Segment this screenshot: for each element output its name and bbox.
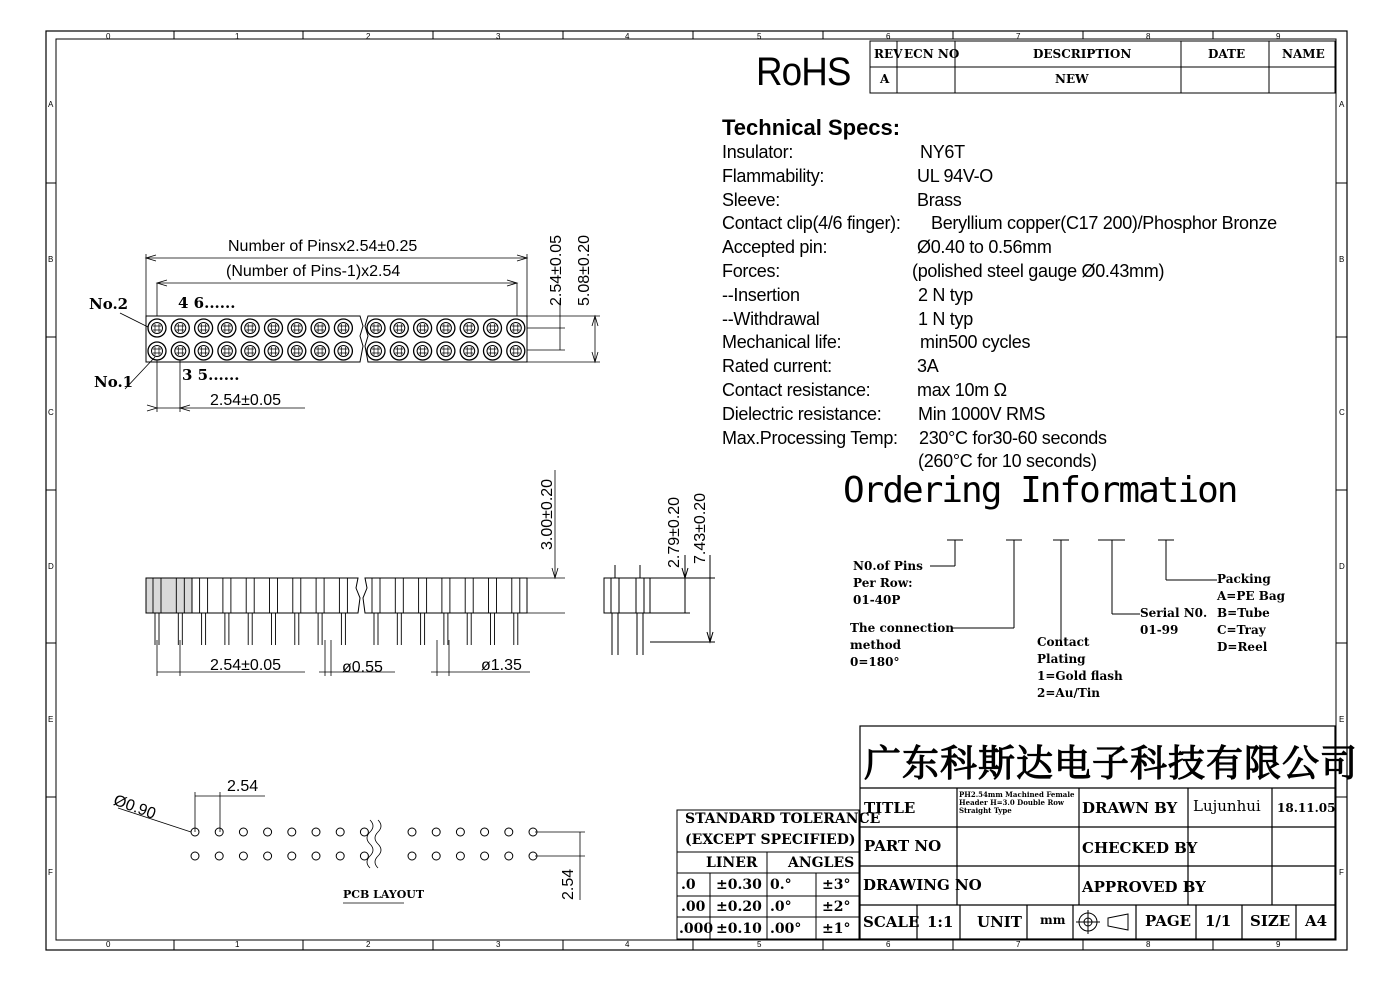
contact-finger	[176, 347, 184, 355]
contact-outer	[484, 342, 502, 360]
ordering-connection-line: 0=180°	[850, 655, 900, 669]
contact-inner	[464, 323, 475, 334]
title-label: TITLE	[864, 799, 916, 817]
pcb-hole	[408, 852, 416, 860]
scale-value: 1:1	[927, 913, 954, 931]
contact-outer	[334, 319, 352, 337]
side-pin-sleeve	[339, 578, 347, 613]
page-label: PAGE	[1145, 912, 1192, 930]
pcb-hole	[312, 828, 320, 836]
side-pin-sleeve	[270, 578, 278, 613]
contact-finger	[200, 347, 208, 355]
contact-outer	[507, 342, 525, 360]
spec-label: Rated current:	[722, 356, 832, 377]
dim-row-pitch: 2.54±0.05	[210, 392, 282, 409]
tol-row-3-angle: .00°	[770, 921, 802, 937]
contact-inner	[245, 323, 256, 334]
tol-row-1-angle: 0.°	[770, 877, 792, 893]
grid-row-label: E	[1339, 715, 1345, 724]
dim-pitch-length: (Number of Pins-1)x2.54	[226, 263, 401, 280]
contact-outer	[241, 319, 259, 337]
grid-column-label: 6	[886, 32, 891, 41]
contact-inner	[291, 346, 302, 357]
pcb-hole	[432, 828, 440, 836]
contact-outer	[437, 319, 455, 337]
spec-value: min500 cycles	[920, 332, 1031, 353]
contact-outer	[311, 319, 329, 337]
ordering-serial	[1140, 605, 1207, 639]
contact-outer	[437, 342, 455, 360]
ordering-plating-line: Plating	[1037, 652, 1086, 666]
grid-row-label: C	[1339, 408, 1345, 417]
side-view-dimensions	[157, 470, 565, 676]
grid-row-label: D	[1339, 562, 1345, 571]
contact-inner	[152, 323, 163, 334]
contact-outer	[390, 342, 408, 360]
contact-inner	[487, 323, 498, 334]
contact-inner	[221, 346, 232, 357]
contact-inner	[394, 346, 405, 357]
contact-finger	[419, 347, 427, 355]
spec-value: 3A	[917, 356, 939, 377]
pcb-hole	[288, 828, 296, 836]
dim-total-length: Number of Pinsx2.54±0.25	[228, 238, 418, 255]
ordering-packing-line: C=Tray	[1217, 623, 1266, 637]
spec-label: Dielectric resistance:	[722, 403, 882, 424]
drawing-no-label: DRAWING NO	[863, 876, 982, 894]
odd-pins-label: 3 5......	[182, 366, 240, 384]
grid-column-label: 1	[235, 32, 240, 41]
contact-finger	[512, 324, 520, 332]
contact-finger	[293, 324, 301, 332]
grid-column-label: 4	[625, 32, 630, 41]
contact-inner	[510, 346, 521, 357]
grid-column-label: 7	[1016, 940, 1021, 949]
grid-row-label: A	[1339, 100, 1345, 109]
contact-finger	[442, 324, 450, 332]
contact-outer	[218, 342, 236, 360]
contact-finger	[442, 347, 450, 355]
drawn-date: 18.11.05	[1277, 801, 1336, 815]
contact-outer	[334, 342, 352, 360]
grid-column-label: 3	[496, 32, 501, 41]
side-pin-sleeve	[395, 578, 403, 613]
contact-finger	[372, 347, 380, 355]
grid-column-label: 0	[106, 940, 111, 949]
contact-outer	[311, 342, 329, 360]
contact-finger	[176, 324, 184, 332]
pcb-hole	[505, 828, 513, 836]
ordering-pins	[853, 558, 923, 609]
pcb-hole	[456, 828, 464, 836]
contact-outer	[390, 319, 408, 337]
spec-value: Min 1000V RMS	[918, 403, 1046, 424]
spec-label: Contact resistance:	[722, 380, 871, 400]
contact-inner	[510, 323, 521, 334]
approved-by-label: APPROVED BY	[1082, 878, 1206, 896]
contact-finger	[489, 324, 497, 332]
end-view	[604, 555, 715, 655]
ordering-packing	[1217, 571, 1285, 656]
dim-row-height: 2.54±0.05	[548, 234, 565, 306]
contact-outer	[171, 342, 189, 360]
pcb-hole	[481, 828, 489, 836]
side-pin-sleeve	[372, 578, 380, 613]
contact-outer	[507, 319, 525, 337]
tol-row-2-angle: .0°	[770, 899, 792, 915]
spec-label: Flammability:	[722, 165, 825, 186]
side-pin-sleeve	[512, 578, 520, 613]
pcb-hole	[505, 852, 513, 860]
pcb-hole	[264, 852, 272, 860]
specs-title: Technical Specs:	[722, 115, 901, 140]
spec-label: --Withdrawal	[722, 308, 820, 329]
contact-inner	[394, 323, 405, 334]
spec-label: Accepted pin:	[722, 237, 828, 258]
contact-outer	[414, 319, 432, 337]
contact-finger	[465, 347, 473, 355]
contact-outer	[241, 342, 259, 360]
side-pin-sleeve	[293, 578, 301, 613]
top-view-contacts	[148, 319, 525, 360]
ordering-connection-line: method	[850, 638, 901, 652]
pcb-hole	[239, 828, 247, 836]
ordering-connection-line: The connection	[850, 621, 954, 635]
contact-inner	[487, 346, 498, 357]
ordering-plating-line: 1=Gold flash	[1037, 669, 1123, 683]
contact-outer	[288, 319, 306, 337]
projection-symbol	[1076, 910, 1128, 934]
pcb-hole	[215, 852, 223, 860]
contact-finger	[395, 324, 403, 332]
title-value: PH2.54mm Machined Female Header H=3.0 Double Row Straight Type	[959, 790, 1075, 815]
side-view	[146, 578, 527, 613]
even-pins-label: 4 6......	[178, 294, 236, 312]
dim-end-height-1: 2.79±0.20	[666, 496, 683, 568]
pcb-hole	[408, 828, 416, 836]
dim-pin-diameter: ø0.55	[342, 659, 383, 676]
dim-body-diameter: ø1.35	[481, 657, 522, 674]
ordering-plating-line: 2=Au/Tin	[1037, 686, 1101, 700]
drawn-by-label: DRAWN BY	[1082, 799, 1178, 817]
contact-finger	[153, 324, 161, 332]
dim-pcb-row: 2.54	[560, 868, 577, 900]
ordering-packing-line: A=PE Bag	[1217, 589, 1286, 603]
contact-finger	[223, 347, 231, 355]
spec-value: (polished steel gauge Ø0.43mm)	[912, 261, 1165, 281]
ordering-title: Ordering Information	[843, 470, 1237, 511]
contact-outer	[288, 342, 306, 360]
dim-end-height-2: 7.43±0.20	[692, 492, 709, 564]
pcb-hole	[312, 852, 320, 860]
spec-value: NY6T	[920, 142, 965, 162]
contact-finger	[316, 324, 324, 332]
size-label: SIZE	[1250, 912, 1291, 930]
contact-inner	[175, 323, 186, 334]
contact-finger	[246, 324, 254, 332]
contact-finger	[395, 347, 403, 355]
contact-outer	[148, 319, 166, 337]
tol-row-2-place: .00	[681, 899, 706, 915]
rev-value: A	[880, 72, 890, 86]
contact-inner	[338, 323, 349, 334]
contact-finger	[200, 324, 208, 332]
spec-label: Sleeve:	[722, 189, 780, 210]
date-header: DATE	[1208, 47, 1246, 61]
side-pin-sleeve	[442, 578, 450, 613]
dim-side-height: 3.00±0.20	[539, 478, 556, 550]
dim-side-pitch: 2.54±0.05	[210, 657, 282, 674]
pcb-hole	[360, 852, 368, 860]
grid-column-label: 9	[1276, 32, 1281, 41]
contact-outer	[148, 342, 166, 360]
contact-outer	[195, 342, 213, 360]
spec-value: Ø0.40 to 0.56mm	[917, 237, 1052, 258]
spec-label: Contact clip(4/6 finger):	[722, 213, 901, 234]
pcb-layout-label: PCB LAYOUT	[343, 888, 425, 901]
tol-row-3-value: ±0.10	[716, 921, 762, 937]
contact-finger	[270, 347, 278, 355]
contact-inner	[315, 323, 326, 334]
side-pin-sleeve	[223, 578, 231, 613]
unit-label: UNIT	[977, 913, 1022, 931]
dim-pcb-hole: Ø0.90	[111, 792, 158, 823]
tol-row-2-value: ±0.20	[716, 899, 762, 915]
tol-row-2-angle-value: ±2°	[822, 899, 851, 915]
description-header: DESCRIPTION	[1033, 47, 1132, 61]
pcb-hole	[191, 852, 199, 860]
grid-column-label: 4	[625, 940, 630, 949]
ordering-plating	[1037, 634, 1123, 702]
contact-outer	[414, 342, 432, 360]
pcb-layout-holes	[191, 828, 537, 860]
grid-row-label: F	[1339, 868, 1344, 877]
grid-column-label: 5	[757, 940, 762, 949]
contact-inner	[221, 323, 232, 334]
rev-header: REV	[874, 47, 903, 61]
tol-row-1-value: ±0.30	[716, 877, 762, 893]
ordering-pins-line: N0.of Pins	[853, 559, 923, 573]
ordering-packing-line: D=Reel	[1217, 640, 1268, 654]
grid-column-label: 3	[496, 940, 501, 949]
spec-value: UL 94V-O	[917, 165, 993, 186]
grid-column-label: 1	[235, 940, 240, 949]
name-header: NAME	[1282, 47, 1325, 61]
contact-finger	[223, 324, 231, 332]
pcb-hole	[288, 852, 296, 860]
grid-row-label: B	[48, 255, 54, 264]
grid-row-label: E	[48, 715, 54, 724]
spec-label: Max.Processing Temp:	[722, 427, 898, 448]
checked-by-label: CHECKED BY	[1082, 839, 1198, 857]
contact-inner	[417, 346, 428, 357]
tol-row-3-place: .000	[679, 921, 714, 937]
rohs-mark: RoHS	[756, 50, 851, 94]
contact-inner	[268, 346, 279, 357]
contact-outer	[367, 319, 385, 337]
grid-column-label: 2	[366, 940, 371, 949]
contact-inner	[338, 346, 349, 357]
side-pin-sleeve	[200, 578, 208, 613]
contact-finger	[372, 324, 380, 332]
grid-column-label: 5	[757, 32, 762, 41]
tolerance-title: STANDARD TOLERANCE	[685, 811, 881, 827]
ordering-pins-line: 01-40P	[853, 593, 901, 607]
tolerance-table-lines	[677, 810, 859, 939]
side-pin-sleeve	[246, 578, 254, 613]
contact-finger	[512, 347, 520, 355]
tolerance-angles-header: ANGLES	[788, 855, 855, 871]
contact-finger	[270, 324, 278, 332]
contact-finger	[465, 324, 473, 332]
spec-value: 1 N typ	[918, 308, 973, 329]
contact-inner	[440, 346, 451, 357]
tol-row-1-angle-value: ±3°	[822, 877, 851, 893]
pcb-hole	[481, 852, 489, 860]
dim-total-height: 5.08±0.20	[576, 234, 593, 306]
contact-inner	[198, 346, 209, 357]
contact-outer	[460, 342, 478, 360]
contact-inner	[417, 323, 428, 334]
grid-column-label: 9	[1276, 940, 1281, 949]
contact-inner	[291, 323, 302, 334]
spec-label: Forces:	[722, 261, 780, 281]
tol-row-3-angle-value: ±1°	[822, 921, 851, 937]
spec-value: Beryllium copper(C17 200)/Phosphor Bronze	[931, 213, 1277, 234]
pcb-hole	[456, 852, 464, 860]
side-pin-sleeve	[419, 578, 427, 613]
scale-label: SCALE	[863, 913, 920, 931]
contact-inner	[245, 346, 256, 357]
pcb-hole	[360, 828, 368, 836]
spec-value: 230°C for30-60 seconds	[919, 427, 1107, 448]
ordering-serial-line: Serial N0.	[1140, 606, 1208, 620]
contact-inner	[175, 346, 186, 357]
contact-finger	[316, 347, 324, 355]
tolerance-liner-header: LINER	[706, 855, 758, 871]
contact-finger	[419, 324, 427, 332]
dim-pcb-pitch: 2.54	[227, 778, 259, 795]
company-name: 广东科斯达电子科技有限公司	[864, 743, 1358, 784]
contact-outer	[171, 319, 189, 337]
grid-row-label: F	[48, 868, 53, 877]
ordering-plating-line: Contact	[1037, 635, 1090, 649]
ordering-packing-line: B=Tube	[1217, 606, 1270, 620]
tolerance-subtitle: (EXCEPT SPECIFIED)	[685, 832, 856, 848]
contact-finger	[293, 347, 301, 355]
contact-inner	[464, 346, 475, 357]
grid-column-label: 0	[106, 32, 111, 41]
grid-row-label: B	[1339, 255, 1345, 264]
pin1-label: No.1	[94, 373, 134, 391]
ordering-packing-line: Packing	[1217, 572, 1271, 586]
grid-row-label: A	[48, 100, 54, 109]
pcb-hole	[215, 828, 223, 836]
grid-row-label: C	[48, 408, 54, 417]
contact-inner	[268, 323, 279, 334]
pcb-hole	[432, 852, 440, 860]
contact-outer	[484, 319, 502, 337]
unit-value: mm	[1040, 913, 1066, 927]
contact-inner	[152, 346, 163, 357]
drawn-by-value: Lujunhui	[1193, 797, 1261, 815]
ordering-serial-line: 01-99	[1140, 623, 1179, 637]
pcb-hole	[336, 828, 344, 836]
side-pin-sleeve	[465, 578, 473, 613]
contact-finger	[339, 324, 347, 332]
side-pin-sleeve	[316, 578, 324, 613]
pcb-hole	[239, 852, 247, 860]
grid-column-label: 8	[1146, 32, 1151, 41]
spec-label: Mechanical life:	[722, 332, 842, 353]
contact-outer	[265, 342, 283, 360]
side-view-pins	[153, 578, 520, 645]
contact-outer	[367, 342, 385, 360]
pin2-label: No.2	[89, 295, 129, 313]
ordering-connection	[850, 620, 954, 671]
side-pin-sleeve	[489, 578, 497, 613]
size-value: A4	[1305, 912, 1328, 930]
grid-column-label: 6	[886, 940, 891, 949]
spec-value: 2 N typ	[918, 284, 973, 305]
contact-finger	[489, 347, 497, 355]
page-value: 1/1	[1205, 912, 1232, 930]
contact-outer	[265, 319, 283, 337]
contact-finger	[339, 347, 347, 355]
pcb-dimensions	[118, 792, 585, 903]
contact-inner	[315, 346, 326, 357]
grid-column-label: 7	[1016, 32, 1021, 41]
pcb-hole	[264, 828, 272, 836]
contact-finger	[153, 347, 161, 355]
grid-row-label: D	[48, 562, 54, 571]
spec-value: Brass	[917, 189, 962, 210]
contact-outer	[460, 319, 478, 337]
spec-label: --Insertion	[722, 284, 800, 305]
grid-column-label: 2	[366, 32, 371, 41]
spec-value: (260°C for 10 seconds)	[918, 451, 1097, 472]
contact-inner	[440, 323, 451, 334]
description-value: NEW	[1055, 72, 1089, 86]
contact-inner	[371, 323, 382, 334]
contact-outer	[195, 319, 213, 337]
pcb-hole	[336, 852, 344, 860]
contact-finger	[246, 347, 254, 355]
spec-label: Insulator:	[722, 142, 794, 162]
contact-inner	[198, 323, 209, 334]
contact-inner	[371, 346, 382, 357]
ecn-header: ECN NO	[904, 47, 960, 61]
tol-row-1-place: .0	[681, 877, 696, 893]
grid-column-label: 8	[1146, 940, 1151, 949]
ordering-pins-line: Per Row:	[853, 576, 913, 590]
contact-outer	[218, 319, 236, 337]
spec-value: max 10m Ω	[917, 380, 1007, 400]
part-no-label: PART NO	[864, 837, 942, 855]
